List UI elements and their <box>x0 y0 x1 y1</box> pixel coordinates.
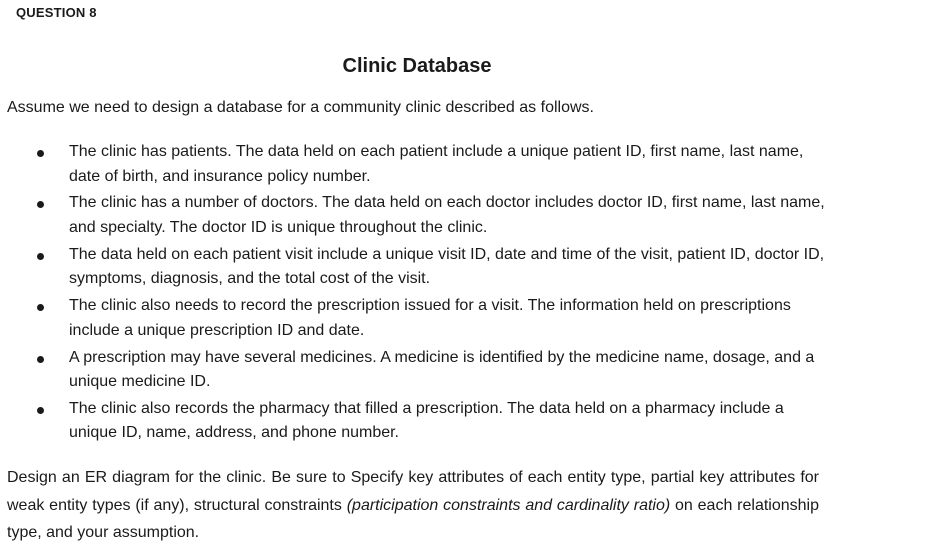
closing-text-part3: on each relationship type, and your assumption. <box>7 496 820 541</box>
list-item <box>0 294 829 343</box>
list-item <box>0 191 829 240</box>
bullet-icon <box>37 253 44 260</box>
question-label: QUESTION 8 <box>16 5 97 20</box>
intro-paragraph: Assume we need to design a database for a community clinic described as follows. <box>7 99 594 116</box>
list-item-text: The data held on each patient visit include a unique visit ID, date and time of the visit, patient ID, doctor ID, symptoms, diagnosis, and the total cost of the visit. <box>69 245 825 288</box>
list-item <box>0 140 829 189</box>
list-item <box>0 346 829 395</box>
closing-text-part1: Design an ER diagram for the clinic. Be sure to Specify key attributes of each entity type, partial key attributes for weak entity types (if any), structural constraints <box>7 469 819 514</box>
bullet-icon <box>37 407 44 414</box>
closing-text-italic: (participation constraints and cardinality ratio) <box>346 496 671 514</box>
requirements-list <box>0 140 934 448</box>
list-item-text: The clinic has patients. The data held on each patient include a unique patient ID, first name, last name, date of birth, and insurance policy number. <box>69 143 804 185</box>
closing-paragraph <box>7 464 819 547</box>
bullet-icon <box>37 356 44 363</box>
list-item-text: The clinic also records the pharmacy that filled a prescription. The data held on a pharmacy include a unique ID, name, address, and phone number. <box>69 399 784 442</box>
list-item-text: The clinic also needs to record the prescription issued for a visit. The information held on prescriptions include a unique prescription ID and date. <box>69 297 791 339</box>
list-item-text: A prescription may have several medicines. A medicine is identified by the medicine name, dosage, and a unique medicine ID. <box>69 348 815 391</box>
list-item <box>0 397 829 446</box>
list-item-text: The clinic has a number of doctors. The data held on each doctor includes doctor ID, first name, last name, and specialty. The doctor ID is unique throughout the clinic. <box>69 194 825 236</box>
page-title: Clinic Database <box>342 55 492 77</box>
bullet-icon <box>37 150 44 157</box>
bullet-icon <box>37 304 44 311</box>
list-item <box>0 243 829 292</box>
bullet-icon <box>37 201 44 208</box>
